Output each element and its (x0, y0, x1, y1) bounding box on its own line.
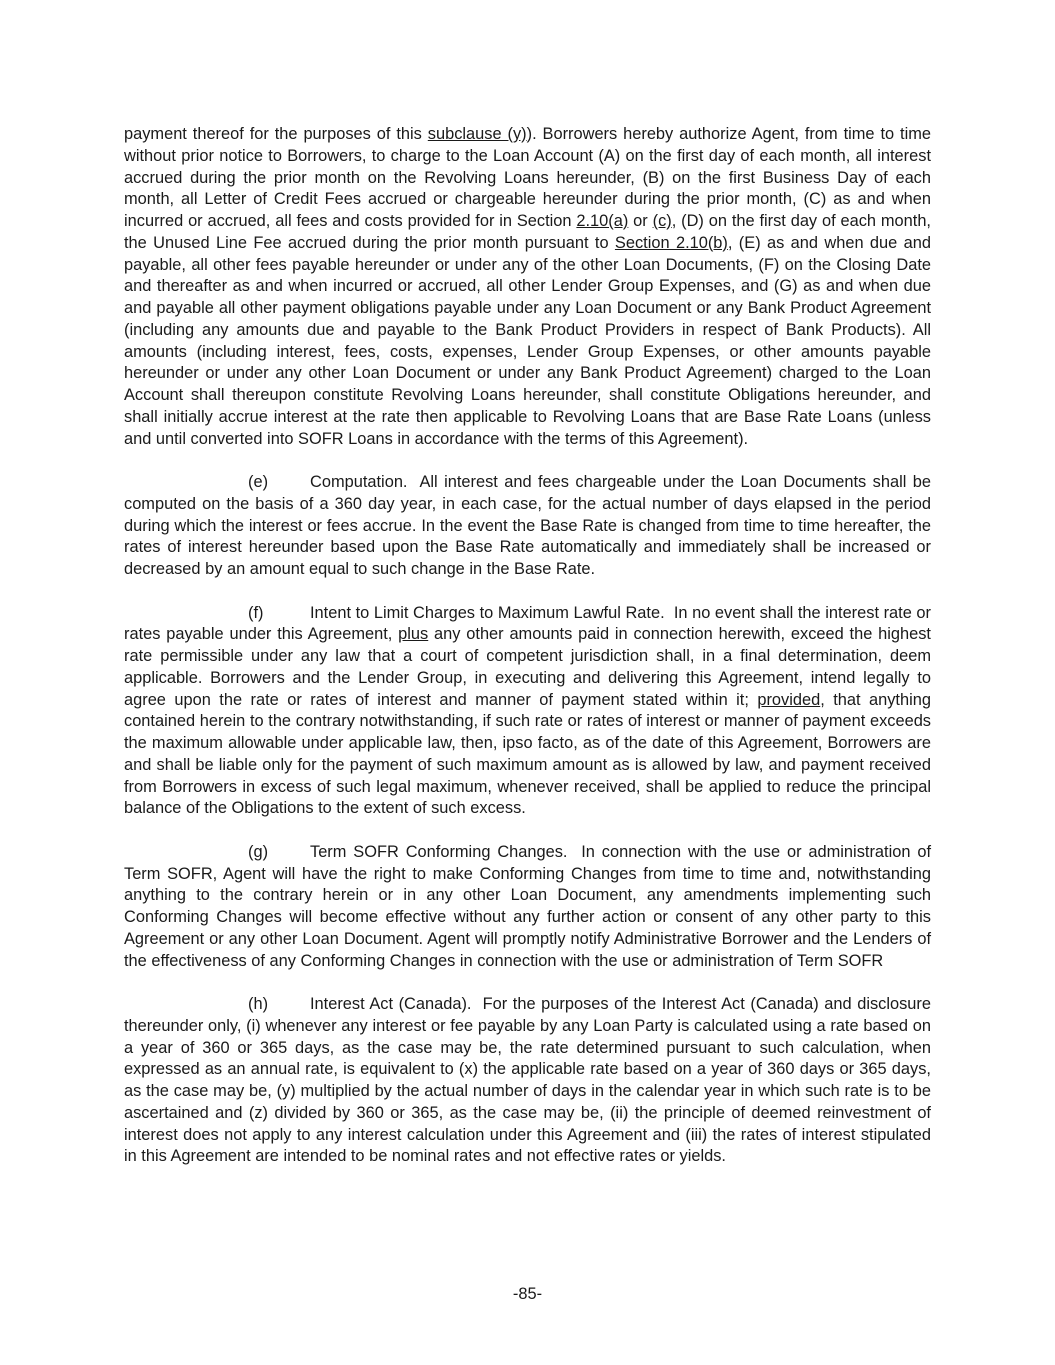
section-h-heading: Interest Act (Canada). (310, 995, 472, 1013)
cross-reference-subclause-y: subclause (y) (427, 125, 527, 143)
section-e-paragraph (124, 472, 931, 581)
section-g-text: In connection with the use or administration of Term SOFR, Agent will have the right to make Conforming Changes from time to time and, notwithstanding anything to the contrary herein or in any other Loan Document, any amendments implementing such Conforming Changes will become effective without any further action or consent of any other party to this Agreement or any other Loan Document. Agent will promptly notify Administrative Borrower and the Lenders of the effectiveness of any Conforming Changes in connection with the use or administration of Term SOFR (124, 842, 931, 970)
section-h-paragraph (124, 994, 931, 1168)
section-g-paragraph (124, 842, 931, 973)
document-body (124, 124, 931, 1168)
cross-reference-section-2-10-c: (c) (652, 212, 672, 230)
cross-reference-section-2-10-b: Section 2.10(b) (614, 233, 728, 252)
section-e-text: All interest and fees chargeable under the Loan Documents shall be computed on the basis of a 360 day year, in each case, for the actual number of days elapsed in the period during which the interest or fees accrue. In the event the Base Rate is changed from time to time hereafter, the rates of interest hereunder based upon the Base Rate automatically and immediately shall be increased or decreased by an amount equal to such change in the Base Rate. (124, 473, 932, 578)
term-plus: plus (398, 625, 429, 644)
section-g-heading: Term SOFR Conforming Changes. (310, 842, 568, 861)
cross-reference-section-2-10-a: 2.10(a) (576, 212, 629, 230)
section-f-marker: (f) (248, 603, 264, 622)
section-h-text: For the purposes of the Interest Act (Canada) and disclosure thereunder only, (i) whenever any interest or fee payable by any Loan Party is calculated using a rate based on a year of 360 or 365 days, as the case may be, the rate determined pursuant to such calculation, when expressed as an annual rate, is equivalent to (x) the applicable rate based on a year of 360 days or 365 days, as the case may be, (y) multiplied by the actual number of days in the calendar year in which such rate is to be ascertained and (z) divided by 360 or 365, as the case may be, (ii) the principle of deemed reinvestment of interest does not apply to any interest calculation under this Agreement and (iii) the rates of interest stipulated in this Agreement are intended to be nominal rates and not effective rates or yields. (124, 995, 931, 1166)
section-g-marker: (g) (248, 842, 269, 861)
term-provided: provided (757, 690, 821, 709)
section-f-paragraph: (f) Intent to Limit Charges to Maximum Lawful Rate. In no event shall the interest rate or rates payable under this Agreement, plus any other amounts paid in connection herewith, exceed the highest rate permissible under any law that a court of competent jurisdiction shall, in a final determination, deem applicable. Borrowers and the Lender Group, in executing and delivering this Agreement, intend legally to agree upon the rate or rates of interest and manner of payment stated within it; provided, that anything contained herein to the contrary notwithstanding, if such rate or rates of interest or manner of payment exceeds the maximum allowable under applicable law, then, ipso facto, as of the date of this Agreement, Borrowers are and shall be liable only for the payment of such maximum amount as is allowed by law, and payment received from Borrowers in excess of such legal maximum, whenever received, shall be applied to reduce the principal balance of the Obligations to the extent of such excess. (124, 603, 932, 818)
section-f-heading: Intent to Limit Charges to Maximum Lawful Rate. (310, 603, 665, 622)
section-e-marker: (e) (248, 473, 269, 491)
continuation-paragraph: payment thereof for the purposes of this subclause (y)). Borrowers hereby authorize Agent, from time to time without prior notice to Borrowers, to charge to the Loan Account (A) on the first day of each month, all interest accrued during the prior month on the Revolving Loans hereunder, (B) on the first Business Day of each month, all Letter of Credit Fees accrued or chargeable hereunder during the prior month, (C) as and when incurred or accrued, all fees and costs provided for in Section 2.10(a) or (c), (D) on the first day of each month, the Unused Line Fee accrued during the prior month pursuant to Section 2.10(b), (E) as and when due and payable, all other fees payable hereunder or under any of the other Loan Documents, (F) on the Closing Date and thereafter as and when incurred or accrued, all other Lender Group Expenses, and (G) as and when due and payable all other payment obligations payable under any Loan Document or any Bank Product Agreement (including any amounts due and payable to the Bank Product Providers in respect of Bank Products). All amounts (including interest, fees, costs, expenses, Lender Group Expenses, or other amounts payable hereunder or under any other Loan Document or under any Bank Product Agreement) charged to the Loan Account shall thereupon constitute Revolving Loans hereunder, shall constitute Obligations hereunder, and shall initially accrue interest at the rate then applicable to Revolving Loans that are Base Rate Loans (unless and until converted into SOFR Loans in accordance with the terms of this Agreement). (124, 125, 931, 448)
page-number: -85- (512, 1285, 543, 1303)
section-e-heading: Computation. (310, 473, 408, 491)
section-h-marker: (h) (248, 995, 269, 1013)
